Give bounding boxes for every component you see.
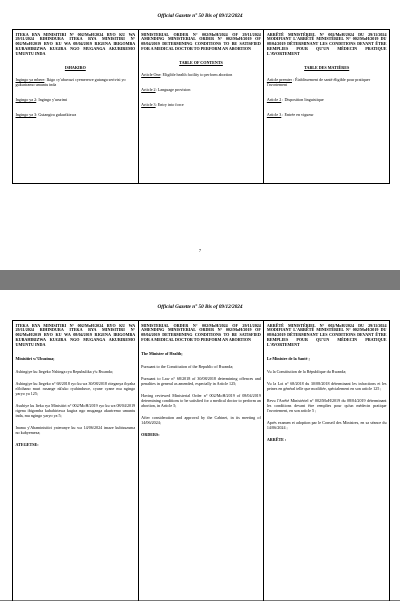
- toc-ref: Ingingo ya 3: [15, 112, 37, 118]
- gazette-header: Official Gazette n° 50 Bis of 09/12/2024: [157, 304, 243, 310]
- gazette-page-2: [0, 290, 400, 600]
- french-column: [263, 30, 389, 183]
- toc-text: : Entrée en vigueur: [281, 112, 314, 118]
- toc-ref: Article 2: [141, 87, 156, 93]
- preamble-paragraph: Asubiye ku Iteka rya Minisitiri n° 002/MoH/2019 ryo ku wa 08/04/2019 rigena ibigomba kubahirizwa kugira ngo muganga akuriremo umuntu inda, mu ngingo yaryo ya 5;: [15, 403, 136, 419]
- toc-ref: Article 2: [266, 97, 282, 103]
- toc-text: : Entry into force: [155, 102, 184, 108]
- closing-word: ORDERS:: [141, 432, 160, 438]
- toc-ref: Article 3: [266, 112, 282, 118]
- english-column: [138, 321, 264, 601]
- toc-item: [16, 112, 136, 117]
- preamble-paragraph: Vu la Loi n° 68/2018 du 30/08/2018 déterminant les infractions et les peines en général telle que modifiée, spécialement en son article 125 ;: [266, 381, 387, 392]
- toc-item: [16, 77, 136, 87]
- preamble-paragraph: Pursuant to Law n° 68/2018 of 30/08/2018 determining offences and penalties in general as amended, especially in Article 125;: [141, 376, 261, 387]
- minister-line: The Minister of Health;: [141, 351, 183, 357]
- order-title: ITEKA RYA MINISITIRI N° 002/MoH/2024 RYO KU WA 29/11/2024 RIHINDURA ITEKA RYA MINISITIRI N° 002/MoH/2019 RYO KU WA 08/04/2019 RIGENA IBIGOMBA KUBAHIRIZWA KUGIRA NGO MUGANGA AKURIREMO UMUNTU INDA: [15, 31, 136, 57]
- order-title: ARRÊTÉ MINISTÉRIEL N° 002/MoH/2024 DU 29/11/2024 MODIFIANT L'ARRÊTÉ MINISTÉRIEL N° 002/MoH/2019 DU 08/04/2019 DÉTERMINANT LES CONDITIONS DEVANT ÊTRE REMPLIES POUR QU'UN MÉDECIN PRATIQUE L'AVORTEMENT: [266, 31, 387, 57]
- toc-item: [141, 102, 261, 107]
- closing-word: ARRÊTE :: [266, 437, 287, 443]
- toc-item: [16, 97, 136, 102]
- kinyarwanda-column: [13, 321, 138, 601]
- kinyarwanda-column: [13, 30, 138, 183]
- toc-text: : Établissement de santé éligible pour pratiquer l'avortement: [266, 77, 371, 88]
- french-column: [263, 321, 389, 601]
- minister-line: Minisitiri w'Ubuzima;: [15, 356, 55, 362]
- toc-text: : Eligible health facility to perform abortion: [160, 72, 233, 78]
- preamble-paragraph: Vu la Constitution de la République du Rwanda;: [266, 369, 347, 375]
- toc-item: [141, 72, 261, 77]
- order-title: ITEKA RYA MINISITIRI N° 002/MoH/2024 RYO KU WA 29/11/2024 RIHINDURA ITEKA RYA MINISITIRI N° 002/MoH/2019 RYO KU WA 08/04/2019 RIGENA IBIGOMBA KUBAHIRIZWA KUGIRA NGO MUGANGA AKURIREMO UMUNTU INDA: [15, 322, 136, 348]
- toc-item: [267, 112, 387, 117]
- toc-item: [141, 87, 261, 92]
- toc-heading: TABLE DES MATIÈRES: [304, 65, 350, 71]
- preamble-paragraph: Inama y'Abaminisitiri yateranye ku wa 14/06/2024 imaze kubisuzuma no kubyemeza;: [15, 425, 136, 436]
- toc-text: : Language provision: [155, 87, 191, 93]
- order-title: MINISTERIAL ORDER N° 002/MoH/2024 OF 29/11/2024 AMENDING MINISTERIAL ORDER N° 002/MoH/2019 OF 08/04/2019 DETERMINING CONDITIONS TO BE SATISFIED FOR A MEDICAL DOCTOR TO PERFORM AN ABORTION: [141, 31, 261, 52]
- preamble-paragraph: Ashingiye ku Itegeko n° 68/2018 ryo ku wa 30/08/2018 riteganya ibyaha n'ibihano muri rusange nk'uko ryahinduwe, cyane cyane mu ngingo yaryo ya 125;: [15, 381, 136, 397]
- toc-ref: Article premier: [266, 77, 292, 83]
- toc-text: : Ingingo y'ururimi: [36, 97, 68, 103]
- toc-ref: Ingingo ya 2: [15, 97, 37, 103]
- preamble-paragraph: After consideration and approval by the Cabinet, in its meeting of 14/06/2024;: [141, 415, 261, 426]
- minister-line: Le Ministre de la Santé ;: [266, 356, 310, 362]
- toc-heading: ISHAKIRO: [64, 65, 86, 71]
- toc-heading: TABLE OF CONTENTS: [179, 60, 223, 66]
- preamble-paragraph: Having reviewed Ministerial Order n° 002/MoH/2019 of 08/04/2019 determining conditions to be satisfied for a medical doctor to perform an abortion, in Article 5;: [141, 393, 261, 409]
- closing-word: ATEGETSE:: [15, 442, 39, 448]
- preamble-paragraph: Revu l'Arrêté Ministériel n° 002/MoH/2019 du 08/04/2019 déterminant les conditions devant être remplies pour qu'un médecin pratique l'avortement, en son article 5 ;: [266, 398, 387, 414]
- order-title: MINISTERIAL ORDER N° 002/MoH/2024 OF 29/11/2024 AMENDING MINISTERIAL ORDER N° 002/MoH/2019 OF 08/04/2019 DETERMINING CONDITIONS TO BE SATISFIED FOR A MEDICAL DOCTOR TO PERFORM AN ABORTION: [141, 322, 261, 343]
- preamble-paragraph: Ashingiye ku Itegeko Nshinga rya Repubulika y'u Rwanda;: [15, 369, 113, 375]
- english-column: [138, 30, 264, 183]
- toc-ref: Article One: [141, 72, 161, 78]
- toc-text: : Ikigo cy'ubuvuzi cyemerewe gutanga serivisi yo gukuriramo umuntu inda: [15, 77, 126, 88]
- order-title: ARRÊTÉ MINISTÉRIEL N° 002/MoH/2024 DU 29/11/2024 MODIFIANT L'ARRÊTÉ MINISTÉRIEL N° 002/MoH/2019 DU 08/04/2019 DÉTERMINANT LES CONDITIONS DEVANT ÊTRE REMPLIES POUR QU'UN MÉDECIN PRATIQUE L'AVORTEMENT: [266, 322, 387, 348]
- preamble-paragraph: Pursuant to the Constitution of the Republic of Rwanda;: [141, 364, 234, 370]
- gazette-header: Official Gazette n° 50 Bis of 09/12/2024: [157, 13, 243, 19]
- trilingual-table: [12, 320, 390, 601]
- toc-ref: Article 3: [141, 102, 156, 108]
- gazette-page-1: [0, 0, 400, 270]
- page-number: 7: [198, 248, 202, 253]
- toc-ref: Ingingo ya mbere: [15, 77, 45, 83]
- trilingual-table: [12, 29, 390, 184]
- toc-item: [267, 77, 387, 87]
- toc-text: : Gutangira gukurikizwa: [36, 112, 77, 118]
- preamble-paragraph: Après examen et adoption par le Conseil des Ministres, en sa séance du 14/06/2024 ;: [266, 420, 387, 431]
- toc-text: : Disposition linguistique: [281, 97, 324, 103]
- toc-item: [267, 97, 387, 102]
